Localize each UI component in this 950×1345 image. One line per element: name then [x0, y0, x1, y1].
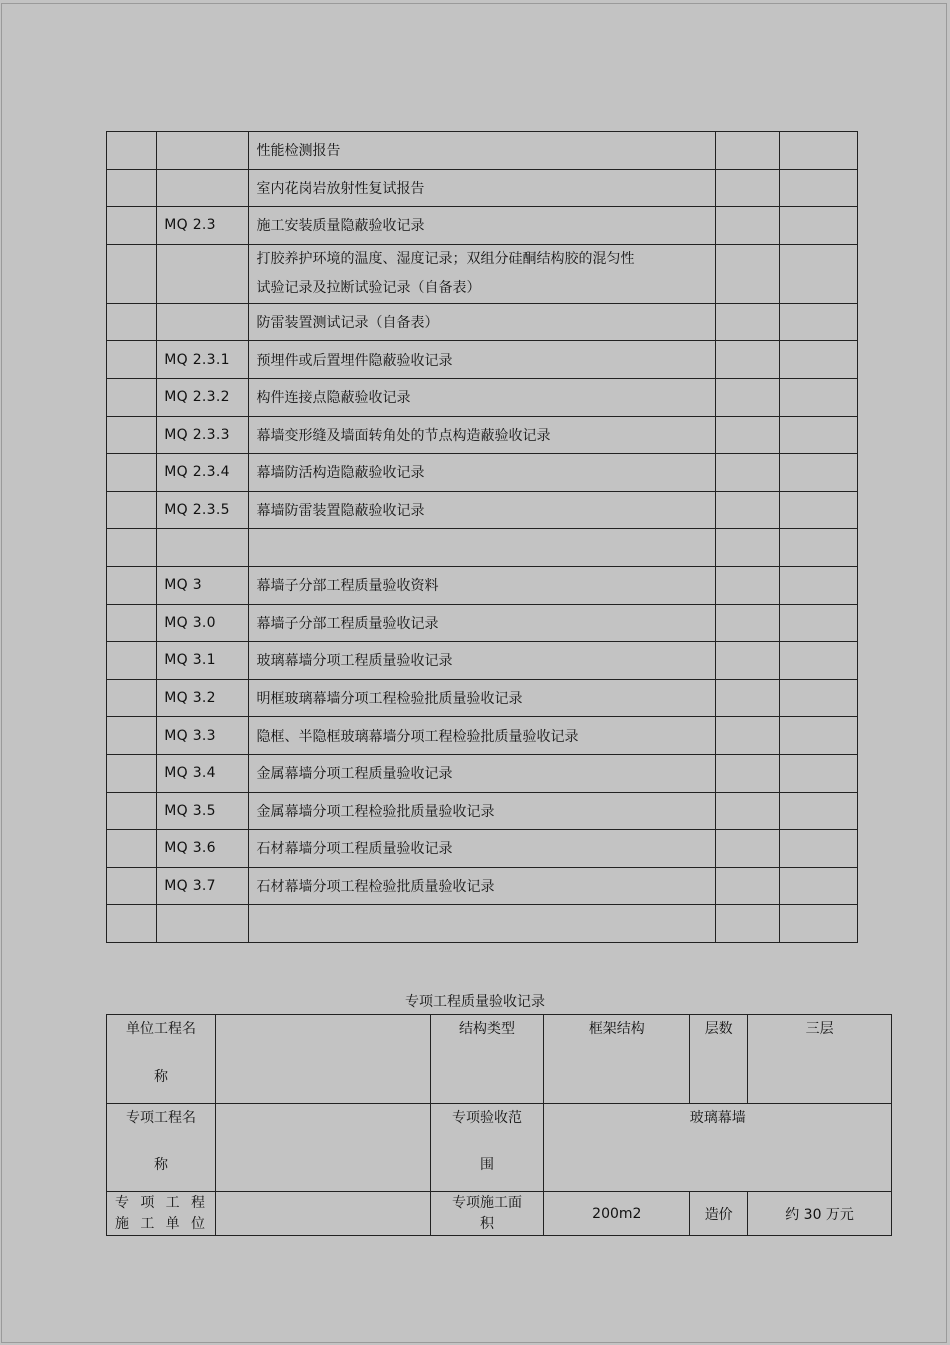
- row-name-cell: 石材幕墙分项工程质量验收记录: [248, 830, 716, 868]
- row-code-cell: MQ 3.4: [157, 754, 248, 792]
- row-check-cell: [716, 830, 780, 868]
- row-index-cell: [107, 905, 157, 943]
- row-check-cell: [716, 303, 780, 341]
- table-row: [107, 642, 858, 680]
- table-row: [107, 454, 858, 492]
- area-value: 200m2: [544, 1192, 690, 1236]
- row-name-cell: 性能检测报告: [248, 132, 716, 170]
- form-row-unit: [107, 1015, 892, 1104]
- table-row: [107, 303, 858, 341]
- acceptance-form-table: [106, 1014, 892, 1236]
- cost-value: 约 30 万元: [748, 1192, 892, 1236]
- row-check-cell: [716, 604, 780, 642]
- table-row: [107, 905, 858, 943]
- row-name-cell: 幕墙变形缝及墙面转角处的节点构造蔽验收记录: [248, 416, 716, 454]
- row-index-cell: [107, 244, 157, 303]
- row-remark-cell: [780, 717, 858, 755]
- row-code-cell: MQ 3.6: [157, 830, 248, 868]
- special-name-label-a: 专项工程名: [125, 1110, 196, 1126]
- row-index-cell: [107, 566, 157, 604]
- row-name-cell: [248, 244, 716, 303]
- row-check-cell: [716, 341, 780, 379]
- row-check-cell: [716, 717, 780, 755]
- row-name-cell: 构件连接点隐蔽验收记录: [248, 378, 716, 416]
- row-name-cell: 石材幕墙分项工程检验批质量验收记录: [248, 867, 716, 905]
- row-remark-cell: [780, 566, 858, 604]
- row-name-cell: 明框玻璃幕墙分项工程检验批质量验收记录: [248, 679, 716, 717]
- special-name-label-b: 称: [153, 1157, 168, 1173]
- row-code-cell: MQ 2.3.4: [157, 454, 248, 492]
- row-code-cell: MQ 2.3.3: [157, 416, 248, 454]
- contractor-label-char: 位: [190, 1215, 205, 1232]
- row-name-line2: 试验记录及拉断试验记录（自备表）: [256, 279, 481, 296]
- row-code-cell: MQ 2.3: [157, 207, 248, 245]
- row-name-cell: 预埋件或后置埋件隐蔽验收记录: [248, 341, 716, 379]
- row-remark-cell: [780, 341, 858, 379]
- row-code-cell: [157, 905, 248, 943]
- row-check-cell: [716, 416, 780, 454]
- row-index-cell: [107, 303, 157, 341]
- table-row: [107, 566, 858, 604]
- contractor-label-char: 项: [140, 1194, 155, 1211]
- row-check-cell: [716, 754, 780, 792]
- row-check-cell: [716, 207, 780, 245]
- contractor-label-char: 工: [165, 1194, 180, 1211]
- contractor-label-char: 工: [140, 1215, 155, 1232]
- row-remark-cell: [780, 867, 858, 905]
- row-remark-cell: [780, 416, 858, 454]
- row-code-cell: MQ 3.2: [157, 679, 248, 717]
- row-remark-cell: [780, 244, 858, 303]
- row-remark-cell: [780, 905, 858, 943]
- table-row: [107, 754, 858, 792]
- row-index-cell: [107, 416, 157, 454]
- table-row: [107, 604, 858, 642]
- row-code-cell: MQ 3: [157, 566, 248, 604]
- special-name-label-cell: [107, 1104, 216, 1192]
- contractor-label-line2: [107, 1214, 215, 1235]
- row-remark-cell: [780, 491, 858, 529]
- row-name-cell: 幕墙子分部工程质量验收资料: [248, 566, 716, 604]
- scope-label-a: 专项验收范: [451, 1110, 522, 1126]
- contractor-label-char: 单: [165, 1215, 180, 1232]
- row-index-cell: [107, 717, 157, 755]
- row-name-cell: 金属幕墙分项工程检验批质量验收记录: [248, 792, 716, 830]
- row-remark-cell: [780, 529, 858, 567]
- row-index-cell: [107, 867, 157, 905]
- table-row: [107, 132, 858, 170]
- row-index-cell: [107, 679, 157, 717]
- row-index-cell: [107, 169, 157, 207]
- row-index-cell: [107, 207, 157, 245]
- row-code-cell: MQ 2.3.2: [157, 378, 248, 416]
- scope-value: 玻璃幕墙: [544, 1104, 892, 1192]
- row-name-cell: 施工安装质量隐蔽验收记录: [248, 207, 716, 245]
- row-name-cell: [248, 529, 716, 567]
- unit-name-label-a: 单位工程名: [125, 1021, 196, 1037]
- row-index-cell: [107, 604, 157, 642]
- row-name-cell: 幕墙子分部工程质量验收记录: [248, 604, 716, 642]
- row-remark-cell: [780, 207, 858, 245]
- table-row: [107, 207, 858, 245]
- table-row: [107, 529, 858, 567]
- table-row: [107, 717, 858, 755]
- row-remark-cell: [780, 169, 858, 207]
- row-remark-cell: [780, 303, 858, 341]
- row-code-cell: MQ 2.3.5: [157, 491, 248, 529]
- row-code-cell: MQ 3.1: [157, 642, 248, 680]
- row-index-cell: [107, 454, 157, 492]
- document-list-table: [106, 131, 858, 943]
- floors-value: 三层: [748, 1015, 892, 1104]
- row-check-cell: [716, 491, 780, 529]
- row-remark-cell: [780, 679, 858, 717]
- row-remark-cell: [780, 378, 858, 416]
- row-name-cell: 玻璃幕墙分项工程质量验收记录: [248, 642, 716, 680]
- table-row: [107, 491, 858, 529]
- row-index-cell: [107, 132, 157, 170]
- row-check-cell: [716, 566, 780, 604]
- row-index-cell: [107, 830, 157, 868]
- row-code-cell: [157, 303, 248, 341]
- row-index-cell: [107, 341, 157, 379]
- form-row-contractor: [107, 1192, 892, 1236]
- table-row: [107, 679, 858, 717]
- row-index-cell: [107, 378, 157, 416]
- contractor-value: [215, 1192, 430, 1236]
- contractor-label-cell: [107, 1192, 216, 1236]
- row-name-cell: [248, 905, 716, 943]
- row-name-line1: 打胶养护环境的温度、湿度记录；双组分硅酮结构胶的混匀性: [256, 250, 635, 267]
- area-label-b: 积: [479, 1215, 494, 1232]
- row-remark-cell: [780, 830, 858, 868]
- row-remark-cell: [780, 792, 858, 830]
- row-check-cell: [716, 679, 780, 717]
- cost-label: 造价: [690, 1192, 748, 1236]
- contractor-label-char: 施: [115, 1215, 129, 1232]
- row-check-cell: [716, 132, 780, 170]
- table-row: [107, 867, 858, 905]
- structure-type-value: 框架结构: [544, 1015, 690, 1104]
- row-check-cell: [716, 378, 780, 416]
- unit-name-value: [215, 1015, 430, 1104]
- row-remark-cell: [780, 132, 858, 170]
- table-row: [107, 244, 858, 303]
- row-name-cell: 室内花岗岩放射性复试报告: [248, 169, 716, 207]
- unit-name-label-cell: [107, 1015, 216, 1104]
- row-remark-cell: [780, 454, 858, 492]
- row-code-cell: MQ 3.7: [157, 867, 248, 905]
- row-check-cell: [716, 244, 780, 303]
- row-check-cell: [716, 905, 780, 943]
- row-index-cell: [107, 792, 157, 830]
- special-name-value: [215, 1104, 430, 1192]
- row-name-cell: 防雷装置测试记录（自备表）: [248, 303, 716, 341]
- row-code-cell: [157, 529, 248, 567]
- table-row: [107, 341, 858, 379]
- row-code-cell: MQ 3.5: [157, 792, 248, 830]
- area-label-a: 专项施工面: [451, 1194, 522, 1211]
- row-index-cell: [107, 642, 157, 680]
- floors-label: 层数: [690, 1015, 748, 1104]
- row-code-cell: MQ 3.3: [157, 717, 248, 755]
- row-check-cell: [716, 642, 780, 680]
- form-row-special: [107, 1104, 892, 1192]
- row-code-cell: [157, 132, 248, 170]
- row-check-cell: [716, 454, 780, 492]
- row-check-cell: [716, 867, 780, 905]
- row-code-cell: [157, 244, 248, 303]
- row-name-cell: 幕墙防雷装置隐蔽验收记录: [248, 491, 716, 529]
- table-row: [107, 792, 858, 830]
- row-remark-cell: [780, 604, 858, 642]
- table-row: [107, 416, 858, 454]
- contractor-label-char: 专: [115, 1194, 129, 1211]
- row-check-cell: [716, 169, 780, 207]
- row-name-cell: 幕墙防活构造隐蔽验收记录: [248, 454, 716, 492]
- row-code-cell: MQ 3.0: [157, 604, 248, 642]
- table-row: [107, 378, 858, 416]
- row-index-cell: [107, 491, 157, 529]
- row-code-cell: MQ 2.3.1: [157, 341, 248, 379]
- row-remark-cell: [780, 754, 858, 792]
- table-row: [107, 169, 858, 207]
- row-name-cell: 金属幕墙分项工程质量验收记录: [248, 754, 716, 792]
- contractor-label-char: 程: [190, 1194, 205, 1211]
- row-code-cell: [157, 169, 248, 207]
- row-name-cell: 隐框、半隐框玻璃幕墙分项工程检验批质量验收记录: [248, 717, 716, 755]
- form-title: 专项工程质量验收记录: [405, 994, 545, 1010]
- contractor-label-line1: [107, 1193, 215, 1214]
- table-row: [107, 830, 858, 868]
- unit-name-label-b: 称: [153, 1069, 168, 1085]
- row-check-cell: [716, 792, 780, 830]
- structure-type-label: 结构类型: [430, 1015, 544, 1104]
- row-check-cell: [716, 529, 780, 567]
- row-remark-cell: [780, 642, 858, 680]
- row-index-cell: [107, 754, 157, 792]
- scope-label-b: 围: [479, 1157, 494, 1173]
- scope-label-cell: [430, 1104, 544, 1192]
- row-index-cell: [107, 529, 157, 567]
- area-label-cell: [430, 1192, 544, 1236]
